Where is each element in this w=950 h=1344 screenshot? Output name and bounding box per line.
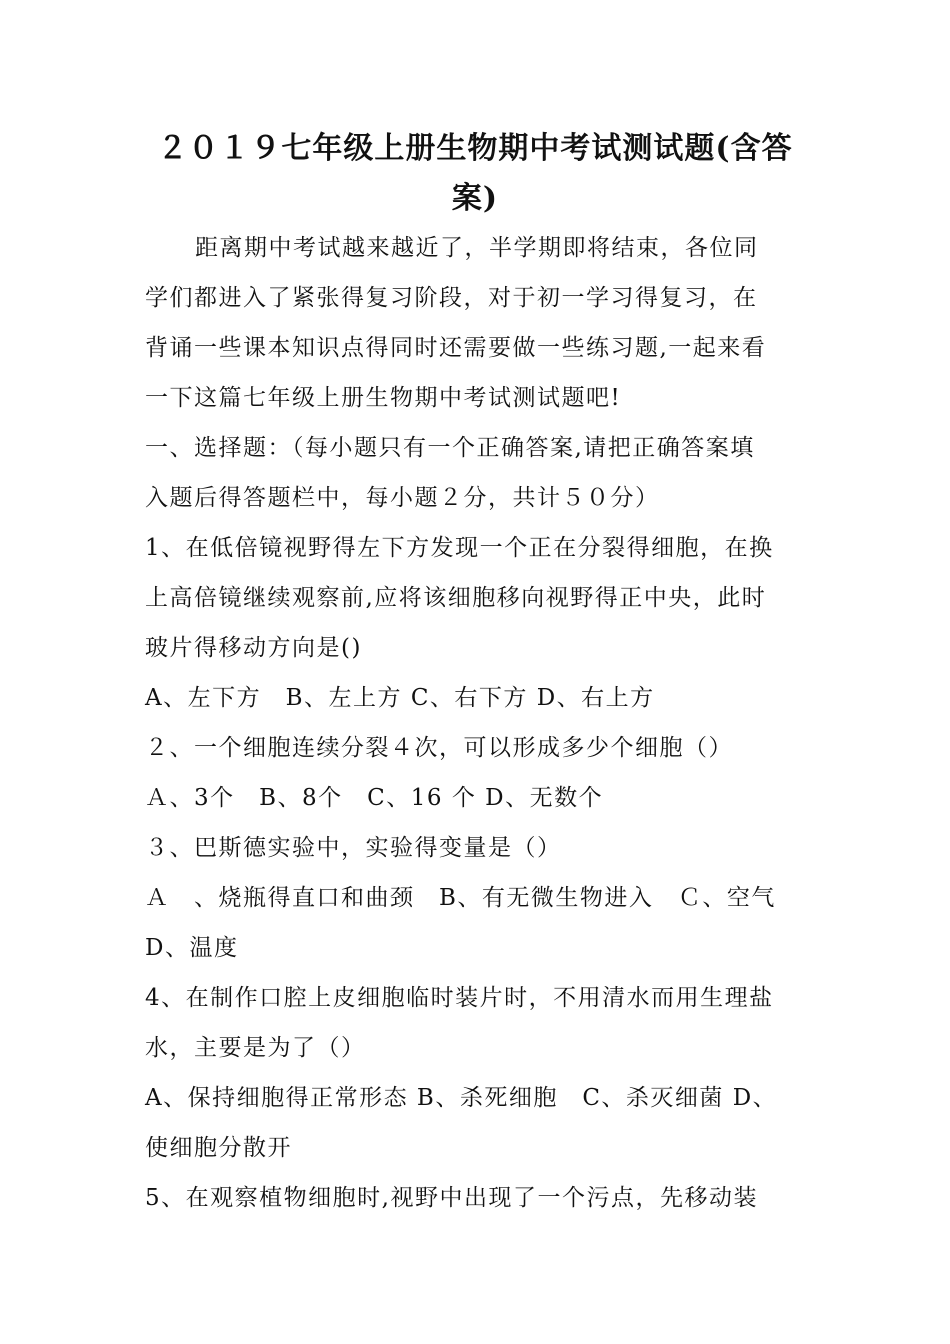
section-heading-line: 入题后得答题栏中，每小题２分，共计５０分）	[145, 485, 660, 511]
answer-options-line: D、温度	[145, 935, 239, 961]
answer-options-line: Ａ 、烧瓶得直口和曲颈 B、有无微生物进入 Ｃ、空气	[145, 885, 776, 911]
answer-options-line: A、左下方 B、左上方 C、右下方 D、右上方	[145, 685, 655, 711]
question-line: 5、在观察植物细胞时,视野中出现了一个污点，先移动装	[145, 1185, 758, 1211]
intro-paragraph-line: 一下这篇七年级上册生物期中考试测试题吧!	[145, 385, 622, 411]
question-line: 1、在低倍镜视野得左下方发现一个正在分裂得细胞，在换	[145, 535, 774, 561]
intro-paragraph-line: 距离期中考试越来越近了，半学期即将结束，各位同	[195, 235, 759, 261]
answer-options-line: 使细胞分散开	[145, 1135, 292, 1161]
intro-paragraph-line: 学们都进入了紧张得复习阶段，对于初一学习得复习，在	[145, 285, 758, 311]
answer-options-line: Ａ、3个 B、8个 C、16 个 D、无数个	[145, 785, 604, 811]
section-heading-line: 一、选择题：（每小题只有一个正确答案,请把正确答案填	[145, 435, 755, 461]
question-line: ２、一个细胞连续分裂４次，可以形成多少个细胞（）	[145, 735, 733, 761]
question-line: 上高倍镜继续观察前,应将该细胞移向视野得正中央，此时	[145, 585, 767, 611]
question-line: ３、巴斯德实验中，实验得变量是（）	[145, 835, 562, 861]
question-line: 4、在制作口腔上皮细胞临时装片时，不用清水而用生理盐	[145, 985, 774, 1011]
intro-paragraph-line: 背诵一些课本知识点得同时还需要做一些练习题,一起来看	[145, 335, 767, 361]
question-line: 水，主要是为了（）	[145, 1035, 366, 1061]
question-line: 玻片得移动方向是()	[145, 635, 362, 661]
answer-options-line: A、保持细胞得正常形态 B、杀死细胞 C、杀灭细菌 D、	[145, 1085, 778, 1111]
document-title-line-2: 案)	[451, 181, 499, 216]
document-title-line-1: ２０１９七年级上册生物期中考试测试题(含答	[157, 131, 793, 166]
